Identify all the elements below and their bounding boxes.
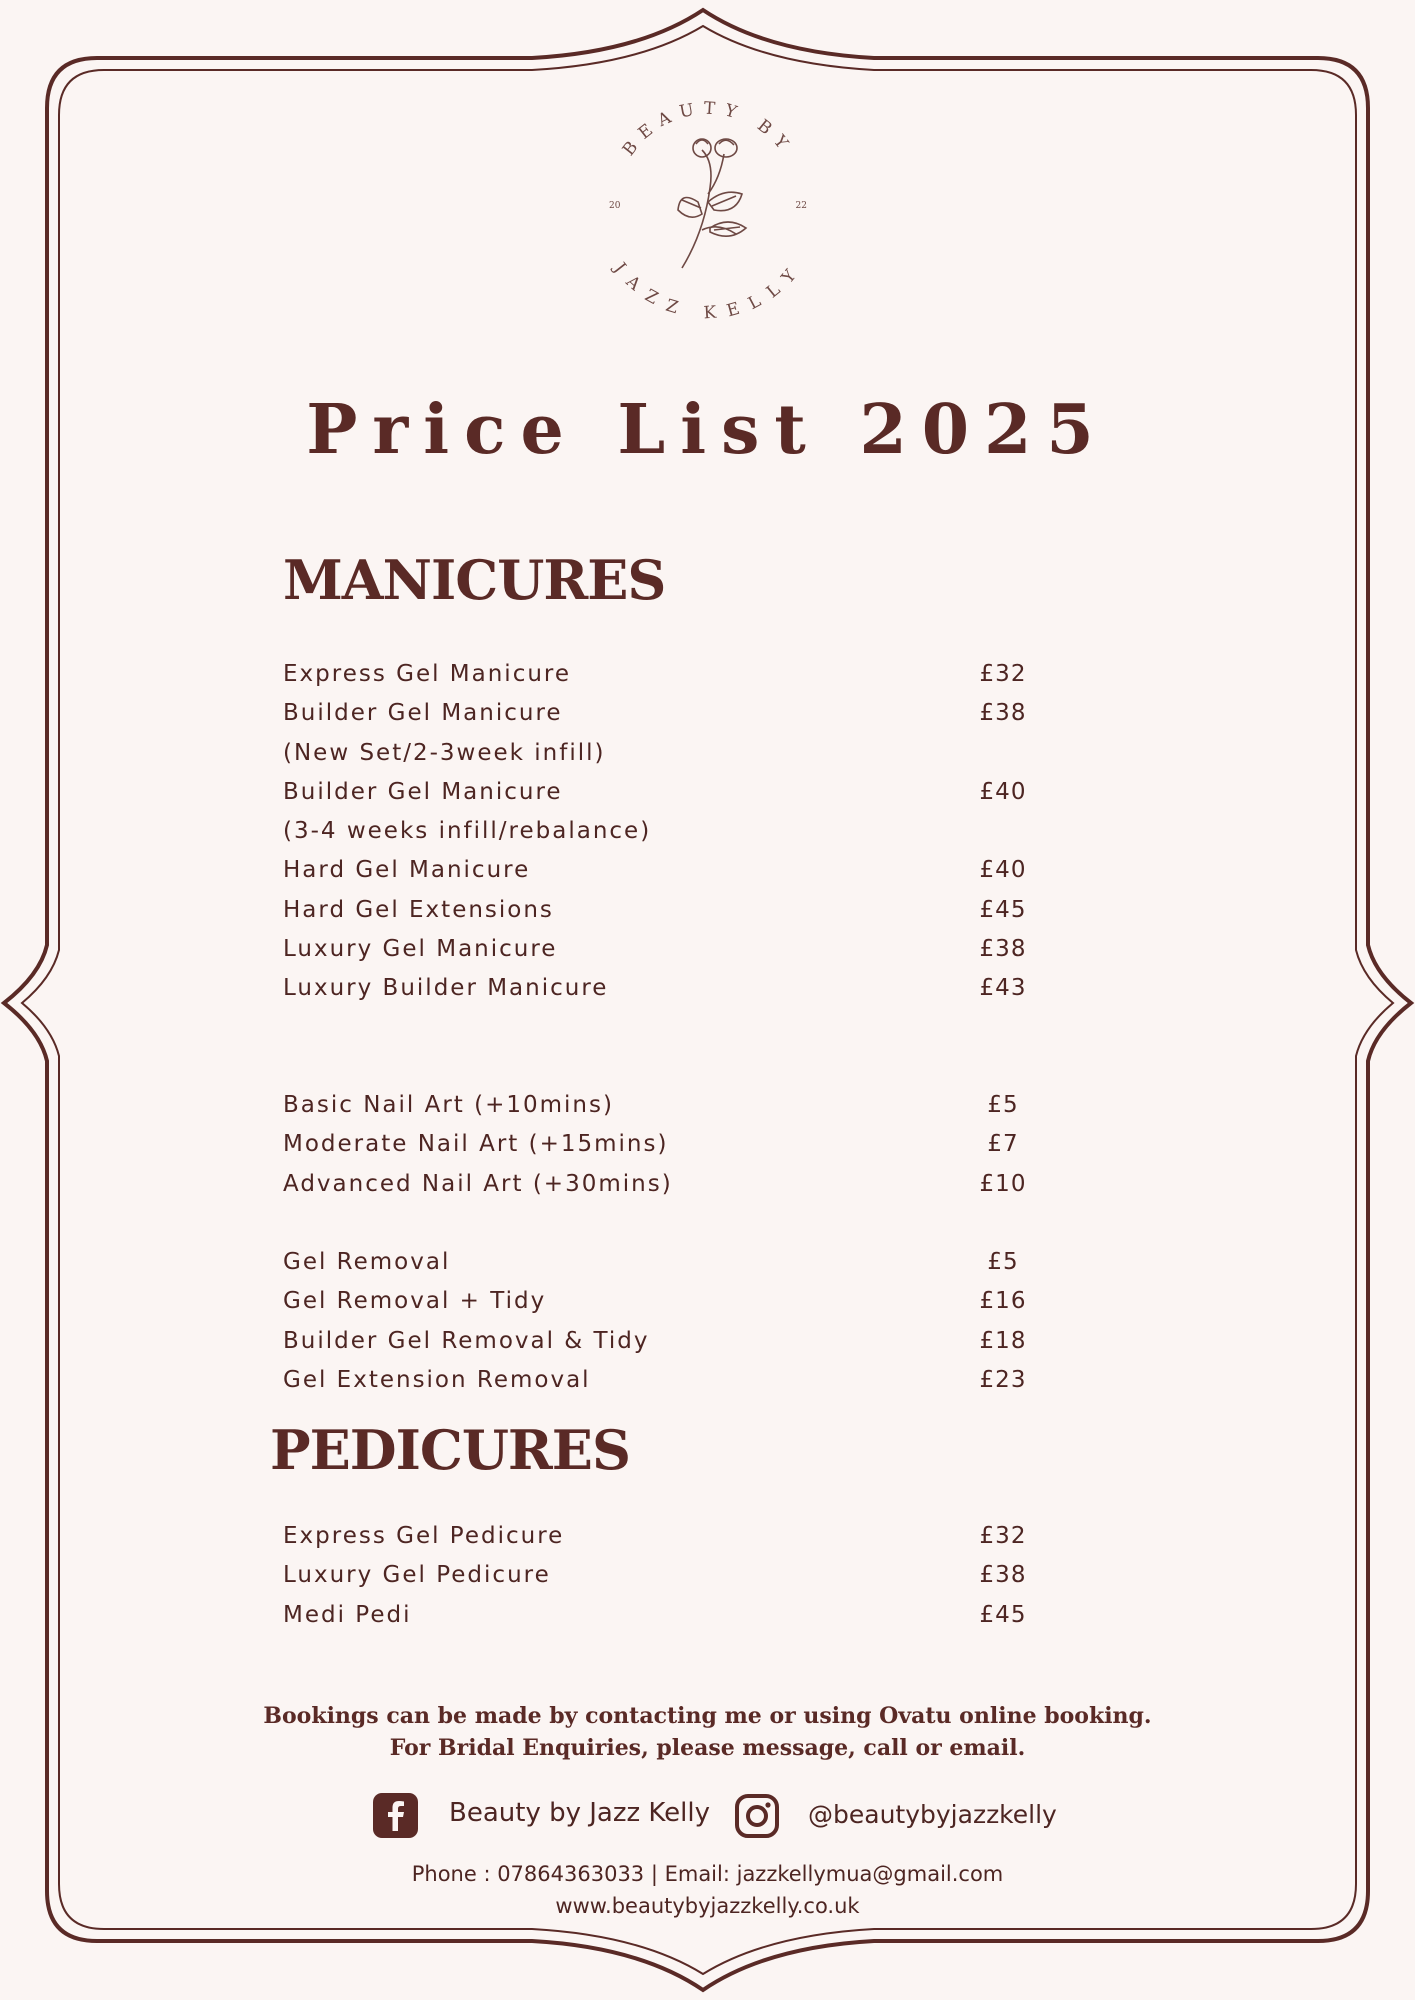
price-row xyxy=(283,1556,1053,1595)
service-price: £45 xyxy=(979,1601,1027,1628)
price-row xyxy=(283,1282,1053,1321)
booking-notice xyxy=(0,1700,1415,1764)
service-price: £5 xyxy=(987,1092,1019,1118)
service-name: Medi Pedi xyxy=(283,1601,412,1628)
price-row xyxy=(283,1596,1053,1635)
website-link[interactable]: www.beautybyjazzkelly.co.uk xyxy=(555,1894,860,1918)
facebook-link[interactable]: Beauty by Jazz Kelly xyxy=(449,1798,710,1828)
service-name: Gel Removal xyxy=(283,1249,451,1275)
service-price: £18 xyxy=(979,1327,1027,1354)
service-name: Moderate Nail Art (+15mins) xyxy=(283,1131,669,1158)
price-row xyxy=(283,1086,1053,1125)
instagram-icon[interactable] xyxy=(734,1793,780,1839)
service-name: Luxury Builder Manicure xyxy=(283,975,609,1002)
logo-year-right: 22 xyxy=(795,201,807,211)
price-row xyxy=(283,891,1053,930)
service-name: Builder Gel Manicure xyxy=(283,778,563,805)
price-row xyxy=(283,930,1053,969)
logo-year-left: 20 xyxy=(609,201,621,211)
logo-top-text: BEAUTY BY xyxy=(618,98,798,160)
instagram-link[interactable]: @beautybyjazzkelly xyxy=(808,1800,1057,1829)
price-row xyxy=(283,812,1053,851)
pedicures-heading: PEDICURES xyxy=(270,1418,630,1482)
service-price: £16 xyxy=(979,1288,1027,1315)
price-row xyxy=(283,851,1053,890)
service-name: Express Gel Manicure xyxy=(283,661,572,687)
service-name: Luxury Gel Pedicure xyxy=(283,1562,551,1589)
service-name: (3-4 weeks infill/rebalance) xyxy=(283,818,652,845)
service-name: Hard Gel Manicure xyxy=(283,857,531,884)
service-name: Gel Removal + Tidy xyxy=(283,1288,547,1315)
pedicures-list xyxy=(283,1517,1053,1635)
price-row xyxy=(283,1165,1053,1204)
service-price: £40 xyxy=(979,857,1027,884)
price-row xyxy=(283,694,1053,733)
service-name: Advanced Nail Art (+30mins) xyxy=(283,1170,673,1197)
service-price: £38 xyxy=(979,936,1027,963)
svg-text:BEAUTY BY xyxy=(619,99,797,160)
svg-text:JAZZ KELLY xyxy=(608,258,806,324)
price-row xyxy=(283,655,1053,694)
page-title: Price List 2025 xyxy=(306,390,1109,470)
service-name: Gel Extension Removal xyxy=(283,1366,591,1393)
service-price: £38 xyxy=(979,700,1027,727)
service-price: £32 xyxy=(979,661,1027,687)
contact-info xyxy=(0,1858,1415,1922)
service-name: Express Gel Pedicure xyxy=(283,1523,565,1549)
service-name: Basic Nail Art (+10mins) xyxy=(283,1092,614,1118)
price-row xyxy=(283,734,1053,773)
service-price: £32 xyxy=(979,1523,1027,1549)
service-price: £45 xyxy=(979,896,1027,923)
service-price: £7 xyxy=(987,1131,1019,1158)
service-price: £38 xyxy=(979,1562,1027,1589)
service-name: Builder Gel Manicure xyxy=(283,700,563,727)
manicures-list xyxy=(283,655,1053,1009)
service-price: £5 xyxy=(987,1249,1019,1275)
manicures-heading: MANICURES xyxy=(283,548,666,612)
service-name: (New Set/2-3week infill) xyxy=(283,739,606,766)
price-row xyxy=(283,969,1053,1008)
booking-notice-line2: For Bridal Enquiries, please message, call or email. xyxy=(389,1735,1026,1761)
brand-logo xyxy=(586,82,830,326)
service-price: £43 xyxy=(979,975,1027,1002)
social-links xyxy=(0,1790,1415,1842)
rose-branch-icon xyxy=(678,139,746,268)
logo-bottom-text: JAZZ KELLY xyxy=(609,259,807,324)
price-row xyxy=(283,1517,1053,1556)
price-row xyxy=(283,1125,1053,1164)
service-price: £40 xyxy=(979,778,1027,805)
removals-list xyxy=(283,1243,1053,1400)
service-name: Luxury Gel Manicure xyxy=(283,936,558,963)
service-name: Builder Gel Removal & Tidy xyxy=(283,1327,650,1354)
nail-art-list xyxy=(283,1086,1053,1204)
price-row xyxy=(283,1322,1053,1361)
booking-notice-line1: Bookings can be made by contacting me or using Ovatu online booking. xyxy=(263,1703,1152,1729)
price-row xyxy=(283,1243,1053,1282)
service-price: £10 xyxy=(979,1170,1027,1197)
service-price: £23 xyxy=(979,1366,1027,1393)
price-row xyxy=(283,1361,1053,1400)
contact-phone-email: Phone : 07864363033 | Email: jazzkellymua@gmail.com xyxy=(411,1862,1004,1886)
price-row xyxy=(283,773,1053,812)
facebook-icon[interactable] xyxy=(373,1793,418,1838)
service-name: Hard Gel Extensions xyxy=(283,896,554,923)
